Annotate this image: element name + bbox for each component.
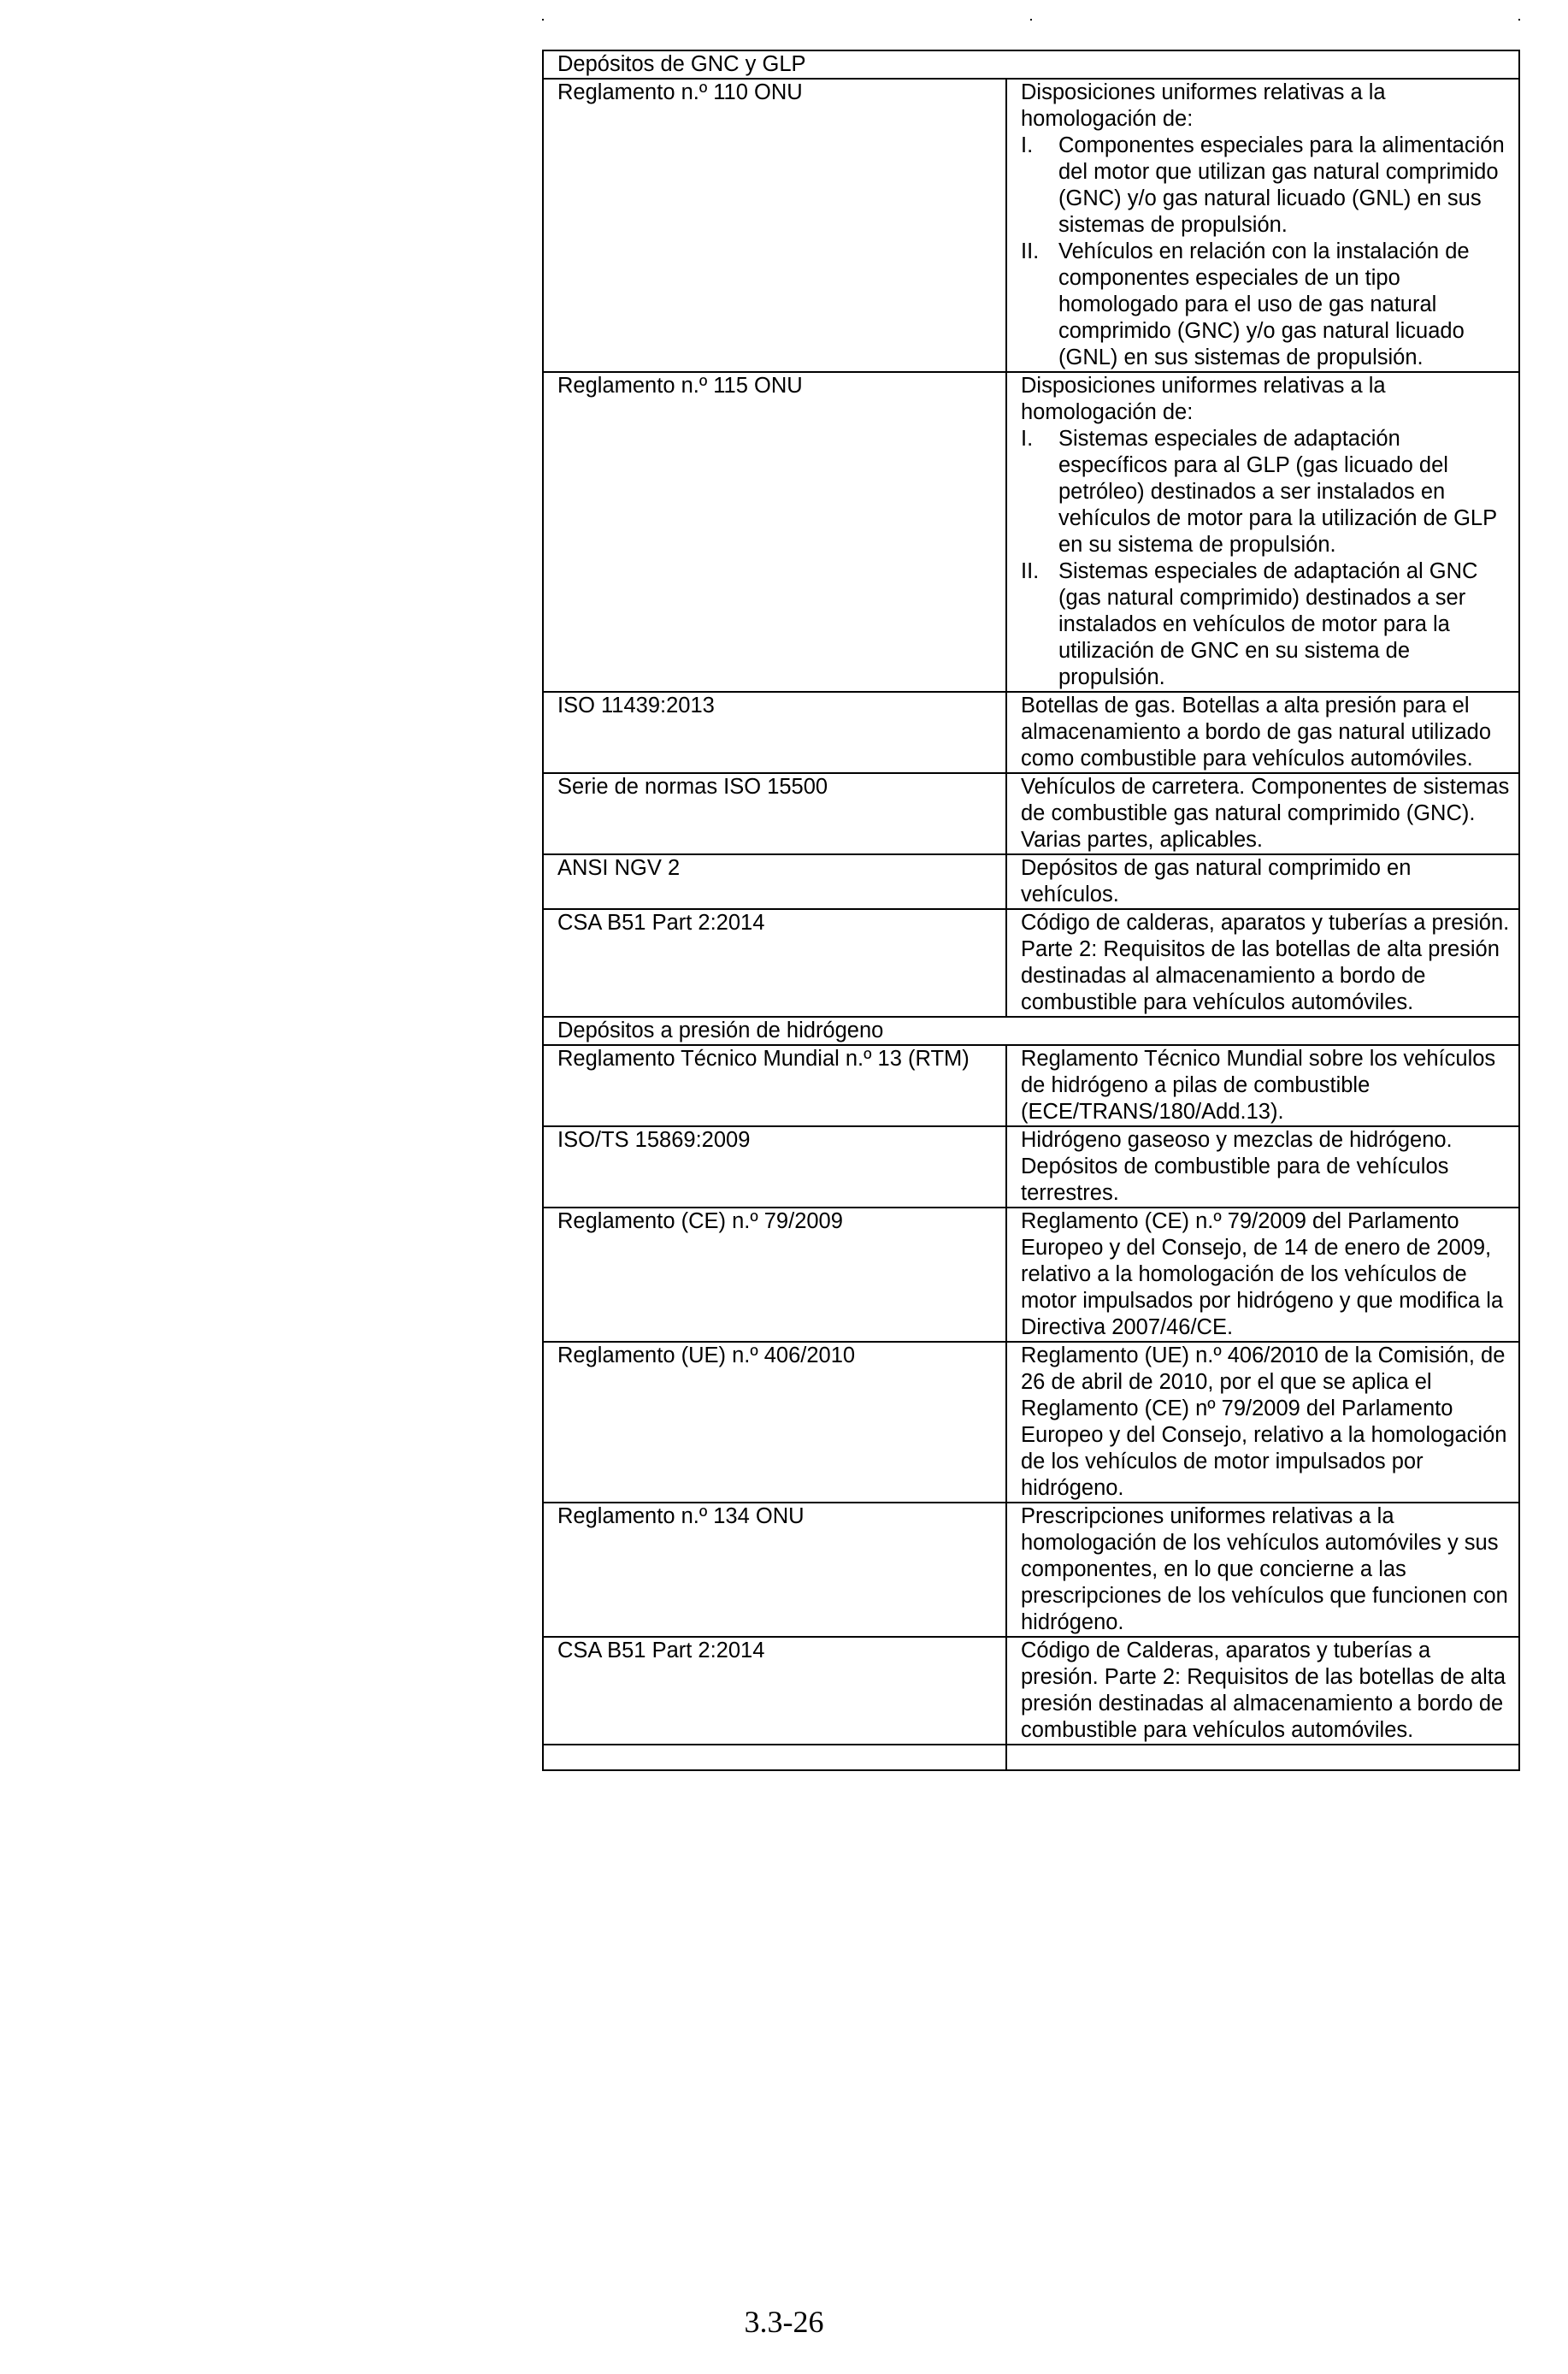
- section-heading-row: [543, 50, 1519, 79]
- regulation-name: CSA B51 Part 2:2014: [543, 909, 1006, 1017]
- description-intro: Disposiciones uniformes relativas a la homologación de:: [1021, 374, 1386, 424]
- table-row: [543, 1126, 1519, 1208]
- regulation-description: [1006, 79, 1519, 372]
- regulation-name: Reglamento n.º 110 ONU: [543, 79, 1006, 372]
- table-row: [543, 692, 1519, 773]
- table-row: [543, 1208, 1519, 1342]
- table-row: [543, 854, 1519, 909]
- table-row: [543, 1342, 1519, 1503]
- regulation-name: ISO 11439:2013: [543, 692, 1006, 773]
- regulation-description: Código de calderas, aparatos y tuberías a presión. Parte 2: Requisitos de las botellas de alta presión destinadas al almacenamiento a bordo de combustible para vehículos automóviles.: [1006, 909, 1519, 1017]
- regulation-description: Reglamento Técnico Mundial sobre los vehículos de hidrógeno a pilas de combustible (ECE/TRANS/180/Add.13).: [1006, 1045, 1519, 1126]
- regulation-name: Reglamento n.º 115 ONU: [543, 372, 1006, 692]
- regulation-name: ANSI NGV 2: [543, 854, 1006, 909]
- item-number: II.: [1021, 559, 1040, 583]
- regulation-name: CSA B51 Part 2:2014: [543, 1637, 1006, 1745]
- regulation-name: Reglamento Técnico Mundial n.º 13 (RTM): [543, 1045, 1006, 1126]
- table-row: [543, 1503, 1519, 1637]
- item-text: Componentes especiales para la alimentación del motor que utilizan gas natural comprimido (GNC) y/o gas natural licuado (GNL) en sus sistemas de propulsión.: [1058, 133, 1505, 237]
- table-row: [543, 909, 1519, 1017]
- item-text: Sistemas especiales de adaptación al GNC (gas natural comprimido) destinados a ser instalados en vehículos de motor para la utilización de GNC en su sistema de propulsión.: [1058, 559, 1478, 689]
- corner-mark: [542, 19, 544, 21]
- section-heading: Depósitos a presión de hidrógeno: [543, 1017, 1519, 1045]
- list-item: [1021, 239, 1510, 371]
- item-number: I.: [1021, 133, 1034, 157]
- description-list: [1021, 133, 1510, 371]
- regulation-name: Reglamento (CE) n.º 79/2009: [543, 1208, 1006, 1342]
- corner-mark: [1030, 19, 1032, 21]
- item-text: Sistemas especiales de adaptación específicos para al GLP (gas licuado del petróleo) destinados a ser instalados en vehículos de motor para la utilización de GLP en su sistema de propulsión.: [1058, 427, 1497, 557]
- table-row: [543, 79, 1519, 372]
- section-heading-row: [543, 1017, 1519, 1045]
- table-row: [543, 1637, 1519, 1745]
- table-row: [543, 773, 1519, 854]
- description-intro: Disposiciones uniformes relativas a la homologación de:: [1021, 80, 1386, 131]
- regulation-description: Reglamento (CE) n.º 79/2009 del Parlamento Europeo y del Consejo, de 14 de enero de 2009, relativo a la homologación de los vehículos de motor impulsados por hidrógeno y que modifica la Directiva 2007/46/CE.: [1006, 1208, 1519, 1342]
- regulations-table: [542, 50, 1520, 1771]
- table-spacer-row: [543, 1745, 1519, 1770]
- page-number: 3.3-26: [744, 2305, 824, 2339]
- table-row: [543, 1045, 1519, 1126]
- regulation-description: [1006, 372, 1519, 692]
- item-number: II.: [1021, 239, 1040, 263]
- regulation-description: Hidrógeno gaseoso y mezclas de hidrógeno. Depósitos de combustible para de vehículos terrestres.: [1006, 1126, 1519, 1208]
- regulation-name: Reglamento n.º 134 ONU: [543, 1503, 1006, 1637]
- corner-mark: [1518, 19, 1520, 21]
- regulation-name: Serie de normas ISO 15500: [543, 773, 1006, 854]
- section-heading: Depósitos de GNC y GLP: [543, 50, 1519, 79]
- regulation-description: Vehículos de carretera. Componentes de sistemas de combustible gas natural comprimido (GNC). Varias partes, aplicables.: [1006, 773, 1519, 854]
- item-number: I.: [1021, 427, 1034, 451]
- list-item: [1021, 558, 1510, 691]
- regulation-description: Botellas de gas. Botellas a alta presión para el almacenamiento a bordo de gas natural utilizado como combustible para vehículos automóviles.: [1006, 692, 1519, 773]
- regulation-description: Código de Calderas, aparatos y tuberías a presión. Parte 2: Requisitos de las botellas de alta presión destinadas al almacenamiento a bordo de combustible para vehículos automóviles.: [1006, 1637, 1519, 1745]
- list-item: [1021, 133, 1510, 239]
- regulation-name: Reglamento (UE) n.º 406/2010: [543, 1342, 1006, 1503]
- regulation-description: Prescripciones uniformes relativas a la homologación de los vehículos automóviles y sus componentes, en lo que concierne a las prescripciones de los vehículos que funcionen con hidrógeno.: [1006, 1503, 1519, 1637]
- item-text: Vehículos en relación con la instalación de componentes especiales de un tipo homologado para el uso de gas natural comprimido (GNC) y/o gas natural licuado (GNL) en sus sistemas de propulsión.: [1058, 239, 1470, 369]
- table-row: [543, 372, 1519, 692]
- regulation-name: ISO/TS 15869:2009: [543, 1126, 1006, 1208]
- regulation-description: Reglamento (UE) n.º 406/2010 de la Comisión, de 26 de abril de 2010, por el que se aplica el Reglamento (CE) nº 79/2009 del Parlamento Europeo y del Consejo, relativo a la homologación de los vehículos de motor impulsados por hidrógeno.: [1006, 1342, 1519, 1503]
- regulation-description: Depósitos de gas natural comprimido en vehículos.: [1006, 854, 1519, 909]
- list-item: [1021, 426, 1510, 558]
- description-list: [1021, 426, 1510, 691]
